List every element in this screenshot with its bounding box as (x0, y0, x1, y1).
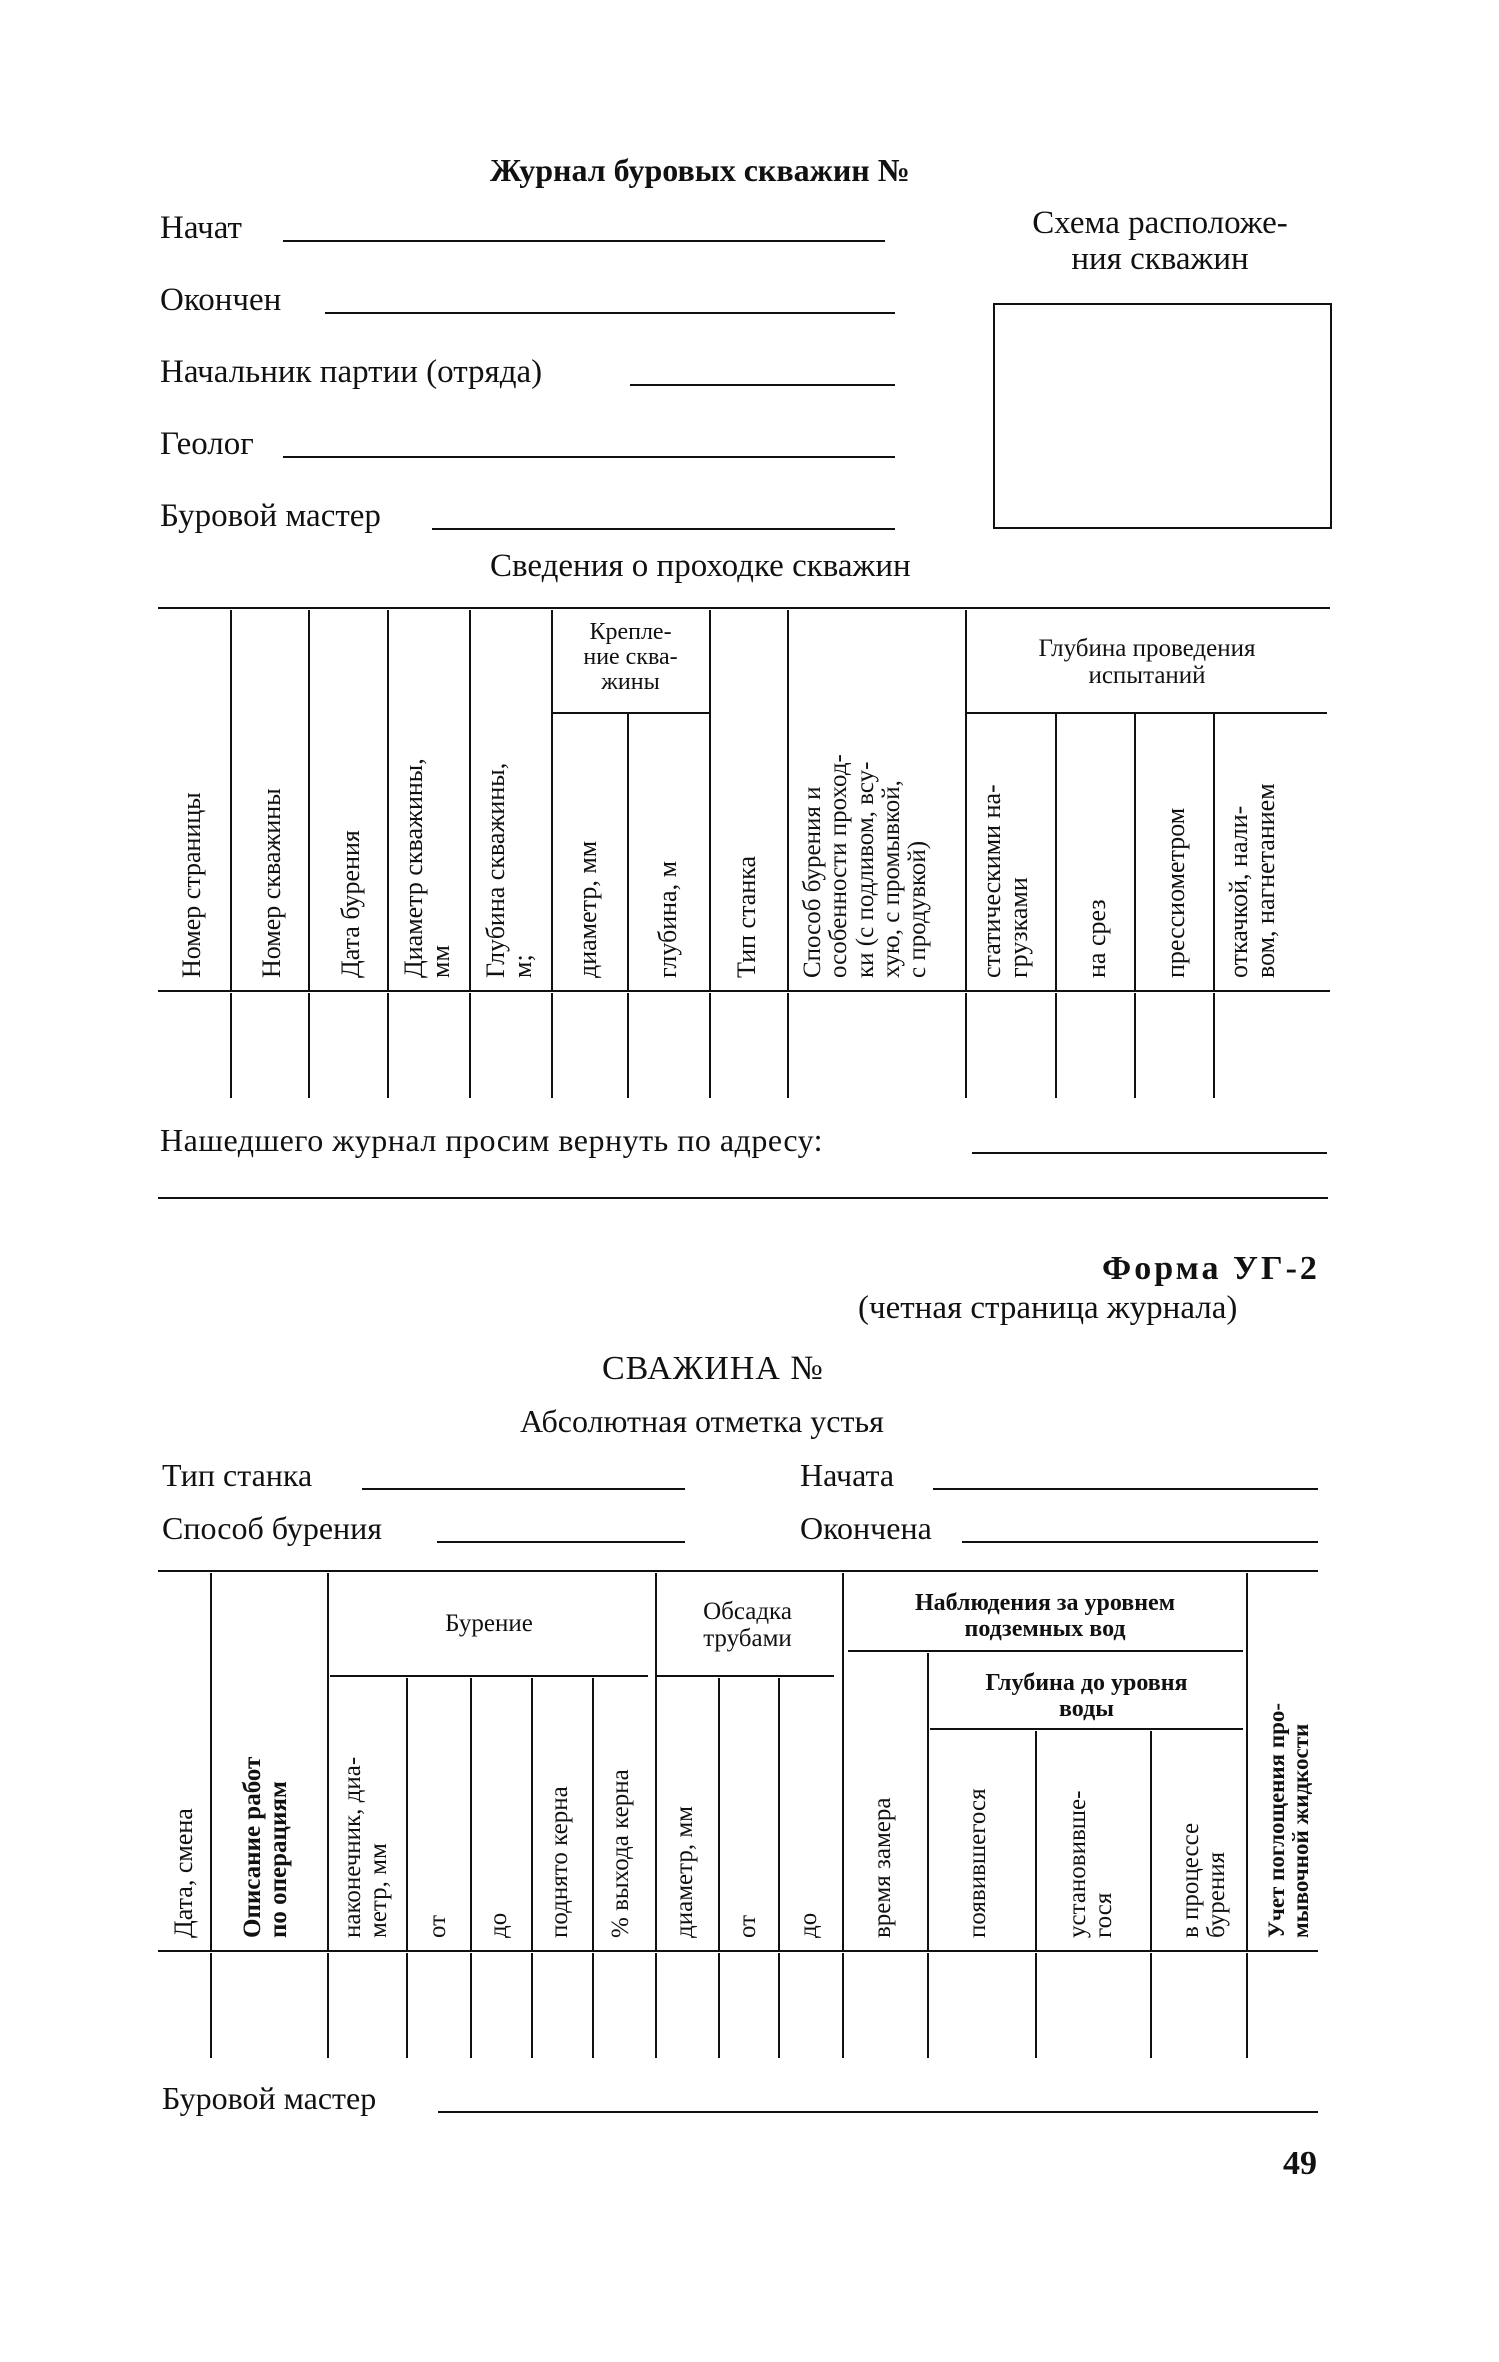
col-observations-header (845, 1590, 1245, 1642)
field-chief-line[interactable] (630, 384, 895, 386)
t2-vline (592, 1678, 594, 1950)
t2-body-vline[interactable] (406, 1953, 408, 2058)
table1-title: Сведения о проходке скважин (490, 548, 911, 584)
t1-body-vline[interactable] (1134, 993, 1136, 1098)
t2-vline (210, 1573, 212, 1950)
col-pumping (1225, 783, 1280, 978)
t2-body-vline[interactable] (927, 1953, 929, 2058)
finished-label: Окончена (800, 1510, 932, 1546)
t2-body-vline[interactable] (1150, 1953, 1152, 2058)
col-description (240, 1757, 293, 1938)
t2-body-vline[interactable] (842, 1953, 844, 2058)
col-casing2-l1: Обсадка (703, 1598, 792, 1625)
col-casing-header (553, 620, 708, 695)
t2-body-vline[interactable] (592, 1953, 594, 2058)
col-method-l1: Способ бурения и (799, 786, 826, 978)
col-during-l1: в процессе (1177, 1822, 1204, 1938)
t2-vline (327, 1573, 329, 1950)
col-method-l3: ки (с подливом, всу- (851, 761, 879, 978)
t1-body-vline[interactable] (627, 993, 629, 1098)
col-drill-method (800, 754, 931, 978)
col-loss-l2: мывочной жидкости (1288, 1723, 1314, 1938)
t2-body-vline[interactable] (531, 1953, 533, 2058)
schema-label-line2: ния скважин (1071, 241, 1249, 277)
t1-vline (1213, 712, 1215, 990)
test-subheader-rule (965, 712, 1327, 714)
col-desc-l1: Описание работ (239, 1756, 266, 1938)
t2-vline (842, 1573, 844, 1950)
t1-vline (787, 610, 789, 990)
col-loss-l1: Учет поглощения про- (1264, 1702, 1289, 1938)
field-geologist-line[interactable] (283, 456, 895, 458)
col-static-loads (978, 784, 1033, 978)
t2-vline (1246, 1573, 1248, 1950)
field-foreman-label: Буровой мастер (160, 498, 381, 534)
col-well-number: Номер скважины (257, 788, 286, 978)
col-settled (1065, 1791, 1118, 1938)
foreman-label: Буровой мастер (162, 2080, 377, 2116)
return-address-line2[interactable] (158, 1197, 1328, 1199)
t2-vline (927, 1653, 929, 1950)
col-test-l2: испытаний (1088, 662, 1206, 689)
schema-label (990, 205, 1330, 277)
col-rig-type: Тип станка (732, 855, 761, 978)
field-finished-line[interactable] (325, 312, 895, 314)
rig-type-line[interactable] (362, 1488, 685, 1490)
col-well-depth-l2: м; (508, 954, 538, 978)
schema-box[interactable] (993, 303, 1332, 529)
form-subtitle: (четная страница журнала) (858, 1290, 1238, 1326)
t2-body-vline[interactable] (327, 1953, 329, 2058)
field-foreman-line[interactable] (432, 528, 895, 530)
t2-body-vline[interactable] (655, 1953, 657, 2058)
table1-header-bottom-rule (158, 990, 1330, 992)
col-core-percent: % выхода керна (607, 1769, 634, 1938)
return-address-text: Нашедшего журнал просим вернуть по адресу: (160, 1122, 824, 1158)
col-desc-l2: по операциям (265, 1781, 293, 1938)
t2-vline (406, 1678, 408, 1950)
col-well-diameter-l2: мм (426, 945, 456, 978)
t1-vline (627, 712, 629, 990)
t1-body-vline[interactable] (308, 993, 310, 1098)
journal-title: Журнал буровых скважин № (490, 152, 910, 188)
col-bit-l1: наконечник, диа- (339, 1756, 366, 1938)
field-finished-label: Окончен (160, 282, 282, 318)
col-well-depth-l1: Глубина скважины, (481, 762, 510, 978)
t1-body-vline[interactable] (787, 993, 789, 1098)
field-started-line[interactable] (283, 240, 885, 242)
col-test-l1: Глубина проведения (1038, 635, 1256, 662)
col-well-depth (482, 763, 537, 978)
col-method-l5: с продувкой) (904, 840, 931, 978)
t1-body-vline[interactable] (709, 993, 711, 1098)
col-drill-date: Дата бурения (336, 830, 365, 978)
t1-body-vline[interactable] (230, 993, 232, 1098)
t2-body-vline[interactable] (1246, 1953, 1248, 2058)
col-appeared: появившегося (964, 1788, 991, 1938)
col-obs-l1: Наблюдения за уровнем (914, 1590, 1176, 1616)
col-during-drilling (1178, 1823, 1231, 1938)
col-level-l2: воды (1059, 1696, 1114, 1722)
t1-vline (387, 610, 389, 990)
t1-body-vline[interactable] (1055, 993, 1057, 1098)
t1-vline (1055, 712, 1057, 990)
t1-body-vline[interactable] (1213, 993, 1215, 1098)
started-label: Начата (800, 1457, 895, 1493)
t2-body-vline[interactable] (470, 1953, 472, 2058)
col-casing-l3: жины (601, 669, 660, 695)
col-casing2-from: от (734, 1914, 761, 1938)
form-label: Форма УГ-2 (1102, 1250, 1320, 1287)
t2-vline (470, 1678, 472, 1950)
col-casing-diameter: диаметр, мм (573, 840, 602, 978)
col-method-l2: особенности проход- (825, 754, 853, 978)
col-drilling-header: Бурение (445, 1610, 533, 1637)
t1-vline (1134, 712, 1136, 990)
field-started-label: Начат (160, 210, 242, 246)
t1-vline (709, 610, 711, 990)
col-static-l1: статическими на- (977, 784, 1006, 978)
level-subheader-rule (930, 1728, 1243, 1730)
col-shear: на срез (1082, 899, 1111, 978)
col-measure-time: время замера (869, 1797, 896, 1938)
t1-vline (230, 610, 232, 990)
return-address-line1[interactable] (972, 1152, 1327, 1154)
col-method-l4: хую, с промывкой, (877, 780, 905, 978)
t2-body-vline[interactable] (778, 1953, 780, 2058)
col-bit-l2: метр, мм (365, 1843, 393, 1938)
col-fluid-loss (1265, 1703, 1313, 1938)
t1-vline (308, 610, 310, 990)
col-casing2-diameter: диаметр, мм (671, 1806, 698, 1938)
col-casing-l2: ние сква- (583, 644, 678, 670)
col-test-depth-header (967, 635, 1327, 689)
col-settled-l1: установивше- (1064, 1790, 1091, 1938)
col-casing2-to: до (795, 1912, 822, 1938)
col-pumping-l2: вом, нагнетанием (1251, 783, 1281, 978)
method-line[interactable] (437, 1541, 685, 1543)
table1-top-rule (158, 607, 1330, 609)
schema-label-line1: Схема расположе- (1032, 205, 1288, 241)
col-pumping-l1: откачкой, нали- (1224, 805, 1253, 978)
t1-body-vline[interactable] (965, 993, 967, 1098)
col-well-diameter-l1: Диаметр скважины, (399, 758, 428, 978)
t2-vline (1150, 1731, 1152, 1950)
started-line[interactable] (933, 1488, 1318, 1490)
finished-line[interactable] (962, 1541, 1318, 1543)
rig-type-label: Тип станка (162, 1457, 313, 1493)
col-settled-l2: гося (1090, 1892, 1118, 1938)
drilling-subheader-rule (330, 1675, 648, 1677)
t2-body-vline[interactable] (1035, 1953, 1037, 2058)
t2-vline (531, 1678, 533, 1950)
t2-vline (1035, 1731, 1037, 1950)
casing-subheader-rule (551, 712, 709, 714)
col-casing-depth: глубина, м (653, 860, 682, 978)
col-level-l1: Глубина до уровня (985, 1670, 1188, 1696)
col-static-l2: грузками (1004, 877, 1034, 978)
col-casing-l1: Крепле- (589, 619, 672, 645)
col-level-header (930, 1670, 1243, 1722)
t2-body-vline[interactable] (718, 1953, 720, 2058)
col-bit-diameter (340, 1757, 393, 1938)
casing2-subheader-rule (656, 1675, 834, 1677)
page-number: 49 (1283, 2145, 1317, 2182)
t2-vline (778, 1678, 780, 1950)
col-obs-l2: подземных вод (964, 1616, 1126, 1642)
col-date-shift: Дата, смена (169, 1808, 198, 1938)
col-during-l2: бурения (1203, 1851, 1231, 1938)
t2-vline (718, 1678, 720, 1950)
col-casing2-l2: трубами (703, 1625, 792, 1652)
field-geologist-label: Геолог (160, 426, 254, 462)
table2-top-rule (158, 1570, 1318, 1572)
col-drill-from: от (424, 1914, 451, 1938)
field-chief-label: Начальник партии (отряда) (160, 354, 543, 390)
t2-vline (655, 1573, 657, 1950)
col-casing2-header (660, 1598, 835, 1652)
col-well-diameter (400, 758, 455, 978)
col-drill-to: до (485, 1912, 512, 1938)
well-title: СВАЖИНА № (602, 1350, 824, 1387)
col-page-number: Номер страницы (177, 792, 206, 978)
t2-body-vline[interactable] (210, 1953, 212, 2058)
table2-header-bottom-rule (158, 1950, 1318, 1952)
obs-subheader-rule (848, 1650, 1243, 1652)
t1-vline (469, 610, 471, 990)
t1-body-vline[interactable] (387, 993, 389, 1098)
col-core-raised: поднято керна (546, 1786, 573, 1938)
t1-body-vline[interactable] (469, 993, 471, 1098)
t1-body-vline[interactable] (551, 993, 553, 1098)
foreman-line[interactable] (438, 2111, 1318, 2113)
col-pressiometer: прессиометром (1161, 807, 1190, 978)
method-label: Способ бурения (162, 1510, 382, 1546)
elevation-label: Абсолютная отметка устья (520, 1403, 884, 1439)
